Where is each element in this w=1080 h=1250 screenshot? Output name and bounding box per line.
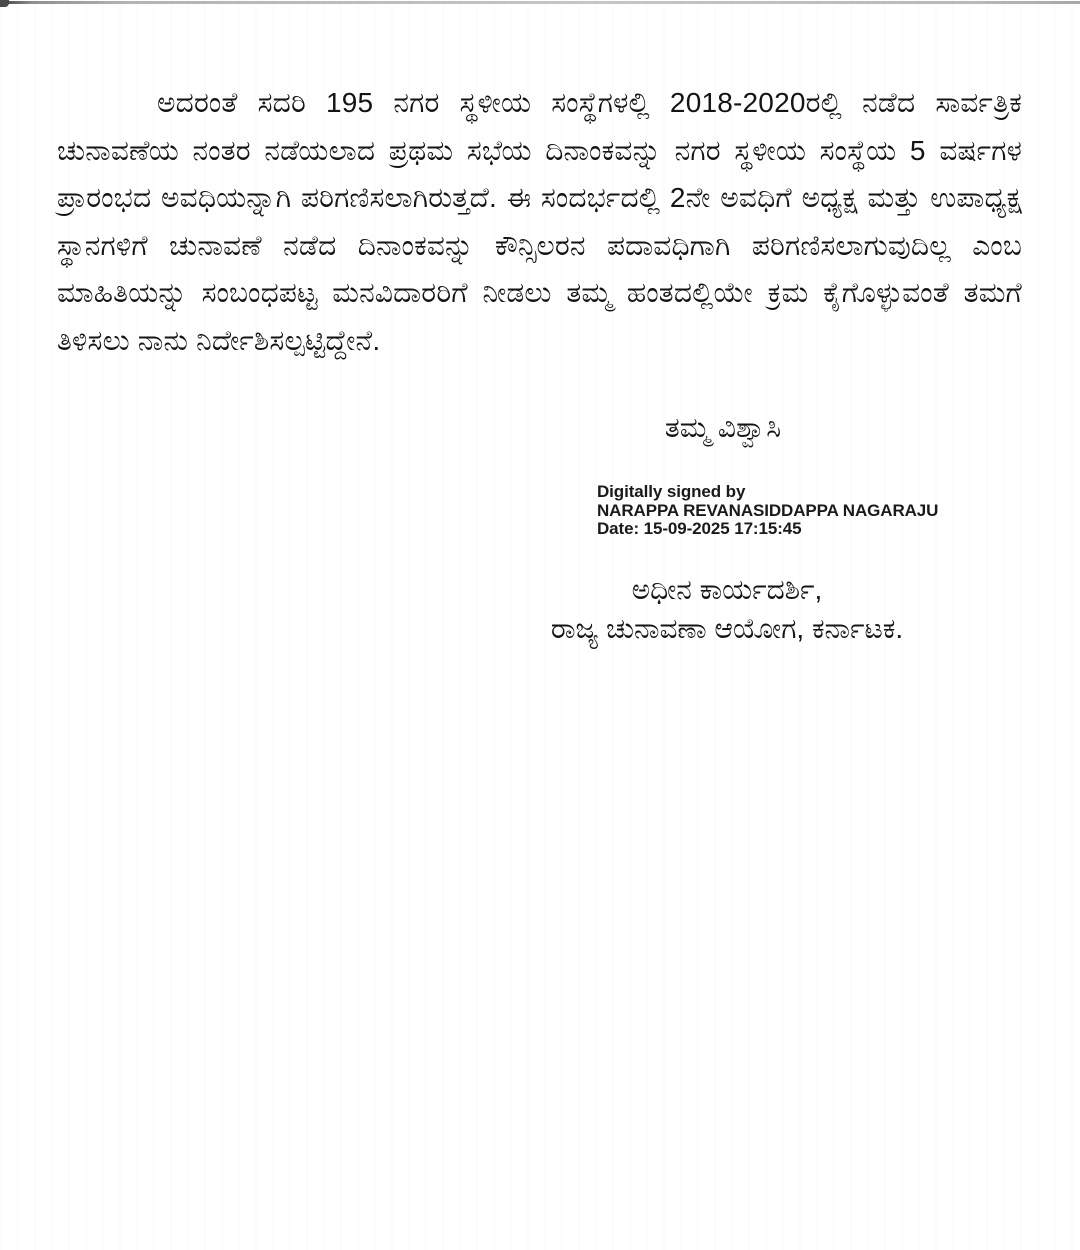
digital-signature-block <box>597 483 937 539</box>
digital-signature-label: Digitally signed by <box>597 482 746 501</box>
digital-signature-date: Date: 15-09-2025 17:15:45 <box>597 519 802 538</box>
letter-body-paragraph: ಅದರಂತೆ ಸದರಿ 195 ನಗರ ಸ್ಥಳೀಯ ಸಂಸ್ಥೆಗಳಲ್ಲಿ 2018-2020ರಲ್ಲಿ ನಡೆದ ಸಾರ್ವತ್ರಿಕ ಚುನಾವಣೆಯ ನಂತರ ನಡೆಯಲಾದ ಪ್ರಥಮ ಸಭೆಯ ದಿನಾಂಕವನ್ನು ನಗರ ಸ್ಥಳೀಯ ಸಂಸ್ಥೆಯ 5 ವರ್ಷಗಳ ಪ್ರಾರಂಭದ ಅವಧಿಯನ್ನಾಗಿ ಪರಿಗಣಿಸಲಾಗಿರುತ್ತದೆ. ಈ ಸಂದರ್ಭದಲ್ಲಿ 2ನೇ ಅವಧಿಗೆ ಅಧ್ಯಕ್ಷ ಮತ್ತು ಉಪಾಧ್ಯಕ್ಷ ಸ್ಥಾನಗಳಿಗೆ ಚುನಾವಣೆ ನಡೆದ ದಿನಾಂಕವನ್ನು ಕೌನ್ಸಿಲರನ ಪದಾವಧಿಗಾಗಿ ಪರಿಗಣಿಸಲಾಗುವುದಿಲ್ಲ ಎಂಬ ಮಾಹಿತಿಯನ್ನು ಸಂಬಂಧಪಟ್ಟ ಮನವಿದಾರರಿಗೆ ನೀಡಲು ತಮ್ಮ ಹಂತದಲ್ಲಿಯೇ ಕ್ರಮ ಕೈಗೊಳ್ಳುವಂತೆ ತಮಗೆ ತಿಳಿಸಲು ನಾನು ನಿರ್ದೇಶಿಸಲ್ಪಟ್ಟಿದ್ದೇನೆ. <box>57 87 1022 356</box>
scan-top-edge-artifact <box>0 1 1080 4</box>
digital-signature-name: NARAPPA REVANASIDDAPPA NAGARAJU <box>597 500 939 520</box>
scan-corner-artifact <box>0 0 9 7</box>
closing-salutation: ತಮ್ಮ ವಿಶ್ವಾಸಿ <box>664 412 782 443</box>
signatory-designation: ಅಧೀನ ಕಾರ್ಯದರ್ಶಿ, <box>631 574 823 605</box>
signatory-organization: ರಾಜ್ಯ ಚುನಾವಣಾ ಆಯೋಗ, ಕರ್ನಾಟಕ. <box>550 613 904 644</box>
signatory-block <box>502 571 952 649</box>
